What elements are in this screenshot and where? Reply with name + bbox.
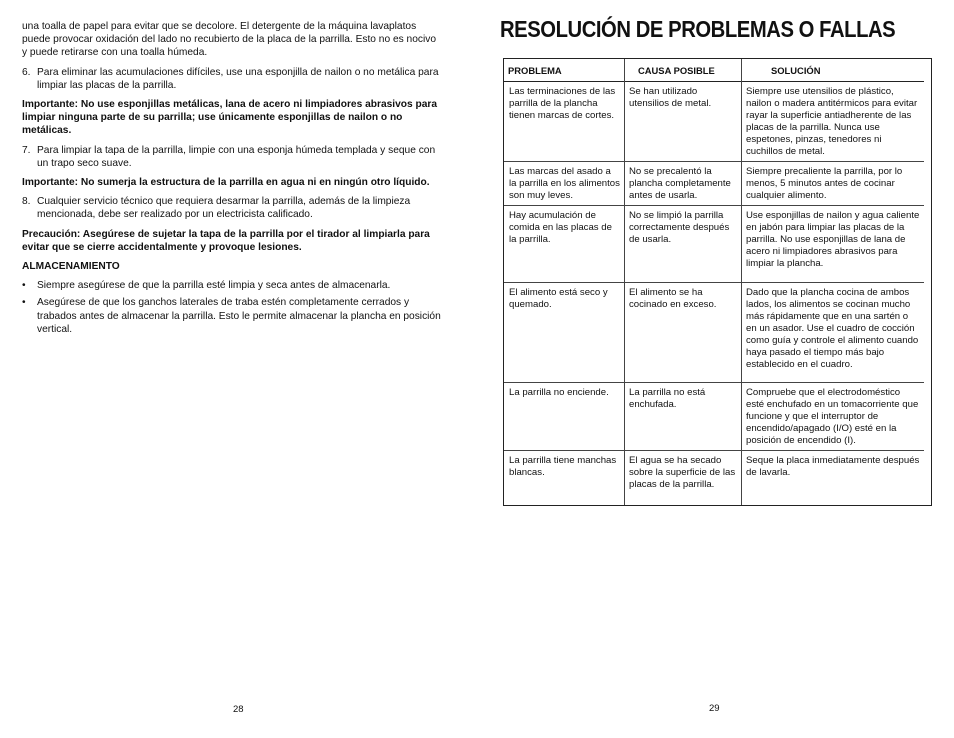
column-divider [741, 59, 742, 505]
bullet-glyph: • [22, 280, 26, 292]
problem-cell: Las terminaciones de las parrilla de la plancha tienen marcas de cortes. [504, 82, 624, 162]
solution-cell: Seque la placa inmediatamente después de lavarla. [746, 455, 920, 478]
important-notice-2: Importante: No sumerja la estructura de la parrilla en agua ni en ningún otro líquido. [22, 177, 430, 189]
item-number: 7. [22, 144, 31, 156]
item-text: Para eliminar las acumulaciones difíciles, use una esponjilla de nailon o no metálica para limpiar las placas de la parrilla. [37, 66, 439, 91]
bullet-text: Asegúrese de que los ganchos laterales de traba estén completamente cerrados y trabados antes de almacenar la parrilla. Esto le permite almacenar la plancha en posición vertical. [37, 297, 441, 335]
problem-cell: Las marcas del asado a la parrilla en los alimentos son muy leves. [504, 162, 624, 206]
item-number: 6. [22, 66, 31, 78]
intro-paragraph: una toalla de papel para evitar que se decolore. El detergente de la máquina lavaplatos puede provocar oxidación del lado no recubierto de la placa de la parrilla. Esto no es nocivo y puede retirarse con una toalla húmeda. [22, 21, 436, 59]
problem-cell: Hay acumulación de comida en las placas de la parrilla. [504, 206, 624, 283]
column-divider [624, 59, 625, 505]
cause-cell: Se han utilizado utensilios de metal. [624, 82, 741, 162]
page-title: RESOLUCIÓN DE PROBLEMAS O FALLAS [500, 16, 896, 42]
table-row [504, 82, 924, 162]
header-solution: SOLUCIÓN [741, 59, 924, 82]
page-number-right: 29 [709, 703, 720, 714]
left-page [22, 20, 442, 340]
bullet-text: Siempre asegúrese de que la parrilla esté limpia y seca antes de almacenarla. [37, 280, 391, 292]
table-row [504, 206, 924, 283]
table-row [504, 162, 924, 206]
cause-cell: El alimento se ha cocinado en exceso. [624, 283, 741, 383]
solution-cell: Siempre precaliente la parrilla, por lo menos, 5 minutos antes de cocinar cualquier alimento. [741, 162, 924, 206]
item-text: Para limpiar la tapa de la parrilla, limpie con una esponja húmeda templada y seque con un trapo seco suave. [37, 144, 436, 169]
table-row [504, 383, 924, 451]
cause-cell: El agua se ha secado sobre la superficie de las placas de la parrilla. [629, 455, 736, 490]
item-text: Cualquier servicio técnico que requiera desarmar la parrilla, además de la limpieza mencionada, debe ser realizado por un electricista calificado. [37, 196, 411, 221]
cause-cell: La parrilla no está enchufada. [624, 383, 741, 451]
important-notice-1: Importante: No use esponjillas metálicas, lana de acero ni limpiadores abrasivos para limpiar ninguna parte de su parrilla; use únicamente esponjillas de nailon o no metálicas. [22, 99, 438, 137]
bullet-glyph: • [22, 297, 26, 309]
storage-bullet-1 [22, 279, 442, 292]
problem-cell: El alimento está seco y quemado. [504, 283, 624, 383]
header-cause: CAUSA POSIBLE [624, 59, 741, 82]
cause-cell: No se limpió la parrilla correctamente después de usarla. [624, 206, 741, 283]
troubleshooting-grid [504, 59, 924, 494]
solution-cell: Use esponjillas de nailon y agua caliente en jabón para limpiar las placas de la parrilla. No use esponjillas de lana de acero ni limpiadores abrasivos para limpiar la plancha. [741, 206, 924, 283]
problem-cell: La parrilla no enciende. [504, 383, 624, 451]
table-row [504, 283, 924, 383]
instruction-item-6 [22, 66, 442, 92]
instruction-item-7 [22, 144, 442, 170]
table-row [504, 451, 924, 495]
problem-cell: La parrilla tiene manchas blancas. [509, 455, 617, 478]
storage-heading: ALMACENAMIENTO [22, 261, 120, 273]
header-problem: PROBLEMA [504, 59, 624, 82]
solution-cell: Siempre use utensilios de plástico, nailon o madera antitérmicos para evitar rayar la superficie antiadherente de las placas de la parrilla. Nunca use espetones, pinzas, tenedores ni cuchillos de metal. [741, 82, 924, 162]
solution-cell: Compruebe que el electrodoméstico esté enchufado en un tomacorriente que funcione y que el interruptor de encendido/apagado (I/O) esté en la posición de encendido (I). [741, 383, 924, 451]
instruction-item-8 [22, 195, 442, 221]
troubleshooting-table [503, 58, 932, 506]
cause-cell: No se precalentó la plancha completamente antes de usarla. [624, 162, 741, 206]
item-number: 8. [22, 196, 31, 208]
storage-bullet-2 [22, 296, 442, 336]
caution-notice: Precaución: Asegúrese de sujetar la tapa de la parrilla por el tirador al limpiarla para evitar que se cierre accidentalmente y provoque lesiones. [22, 228, 430, 253]
table-header-row [504, 59, 924, 82]
page-number-left: 28 [233, 704, 244, 715]
solution-cell: Dado que la plancha cocina de ambos lados, los alimentos se cocinan mucho más rápidamente que en una sartén o en un asador. Use el cuadro de cocción como guía y controle el alimento cuando haya pasado el tiempo más bajo establecido en el cuadro. [741, 283, 924, 383]
